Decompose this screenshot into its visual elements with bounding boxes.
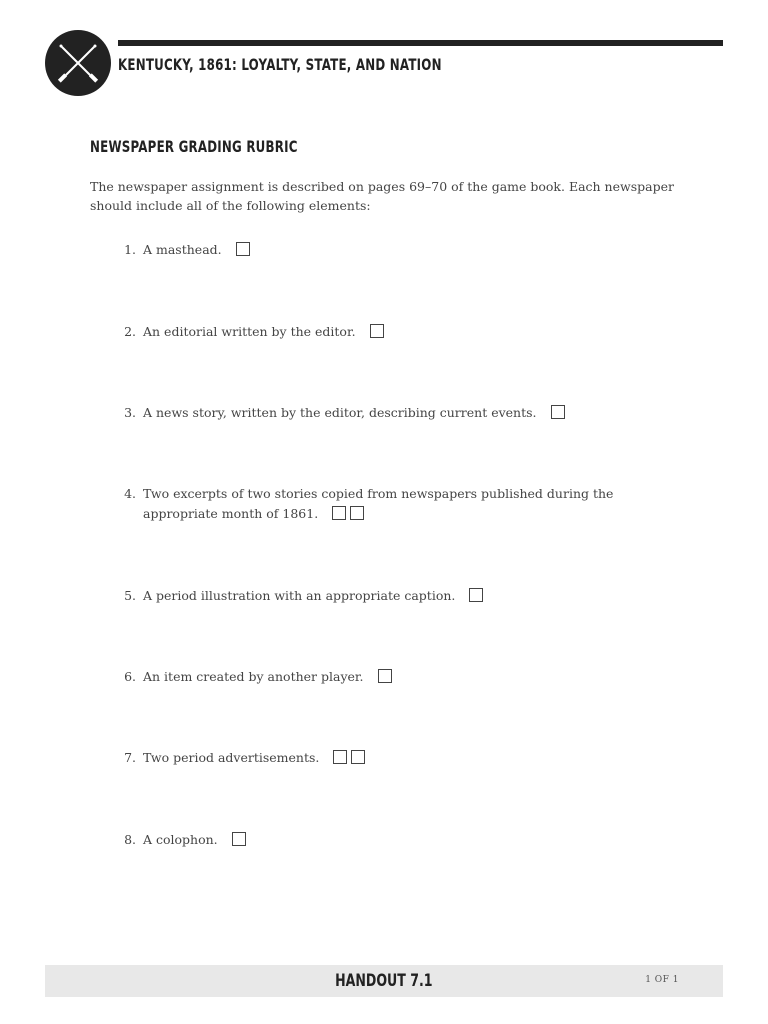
- item-number: 8.: [124, 832, 136, 847]
- item-text-wrap: [143, 667, 640, 687]
- rubric-item: [120, 586, 640, 606]
- checkbox-group: [328, 506, 364, 521]
- item-text-wrap: [143, 484, 640, 524]
- rubric-item: [120, 830, 640, 850]
- checkbox[interactable]: [236, 242, 250, 256]
- checkbox[interactable]: [350, 506, 364, 520]
- page-header-title: KENTUCKY, 1861: LOYALTY, STATE, AND NATION: [118, 55, 442, 74]
- item-text: A period illustration with an appropriate caption.: [143, 588, 456, 603]
- item-text: An editorial written by the editor.: [143, 324, 356, 339]
- item-text-wrap: [143, 240, 640, 260]
- checkbox[interactable]: [232, 832, 246, 846]
- item-number: 4.: [124, 486, 136, 501]
- item-text-wrap: [143, 322, 640, 342]
- footer-title-text: HANDOUT 7.1: [335, 971, 433, 991]
- item-text-wrap: [143, 403, 640, 423]
- checkbox-group: [374, 669, 392, 684]
- item-text-wrap: [143, 586, 640, 606]
- item-number: 2.: [124, 324, 136, 339]
- checkbox-group: [366, 324, 384, 339]
- item-text-wrap: [143, 830, 640, 850]
- checkbox-group: [232, 242, 250, 257]
- item-number: 5.: [124, 588, 136, 603]
- item-number: 3.: [124, 405, 136, 420]
- section-title: NEWSPAPER GRADING RUBRIC: [90, 137, 298, 156]
- checkbox-group: [228, 832, 246, 847]
- checkbox[interactable]: [351, 750, 365, 764]
- checkbox[interactable]: [370, 324, 384, 338]
- intro-paragraph: The newspaper assignment is described on pages 69–70 of the game book. Each newspaper should include all of the following elements:: [90, 179, 674, 213]
- crossed-rifles-icon: [45, 30, 111, 96]
- rubric-item: [120, 748, 640, 768]
- rubric-item: [120, 667, 640, 687]
- checkbox[interactable]: [551, 405, 565, 419]
- item-text: A news story, written by the editor, describing current events.: [143, 405, 537, 420]
- item-number: 1.: [124, 242, 136, 257]
- item-text: A masthead.: [143, 242, 222, 257]
- item-text: An item created by another player.: [143, 669, 364, 684]
- rubric-item: [120, 322, 640, 342]
- item-number: 6.: [124, 669, 136, 684]
- item-text: A colophon.: [143, 832, 218, 847]
- page-number: 1 OF 1: [645, 975, 679, 985]
- item-text: Two period advertisements.: [143, 750, 320, 765]
- rubric-item: [120, 240, 640, 260]
- rubric-item: [120, 403, 640, 423]
- checkbox[interactable]: [469, 588, 483, 602]
- footer-title: [45, 971, 723, 991]
- header-rule: [118, 40, 723, 46]
- item-number: 7.: [124, 750, 136, 765]
- checkbox-group: [547, 405, 565, 420]
- checkbox-group: [329, 750, 365, 765]
- item-text-wrap: [143, 748, 640, 768]
- checkbox[interactable]: [378, 669, 392, 683]
- checkbox[interactable]: [333, 750, 347, 764]
- checkbox-group: [465, 588, 483, 603]
- item-text: Two excerpts of two stories copied from newspapers published during the appropriate month of 1861.: [143, 486, 614, 521]
- rubric-item: [120, 484, 640, 524]
- footer-band: [45, 965, 723, 997]
- checkbox[interactable]: [332, 506, 346, 520]
